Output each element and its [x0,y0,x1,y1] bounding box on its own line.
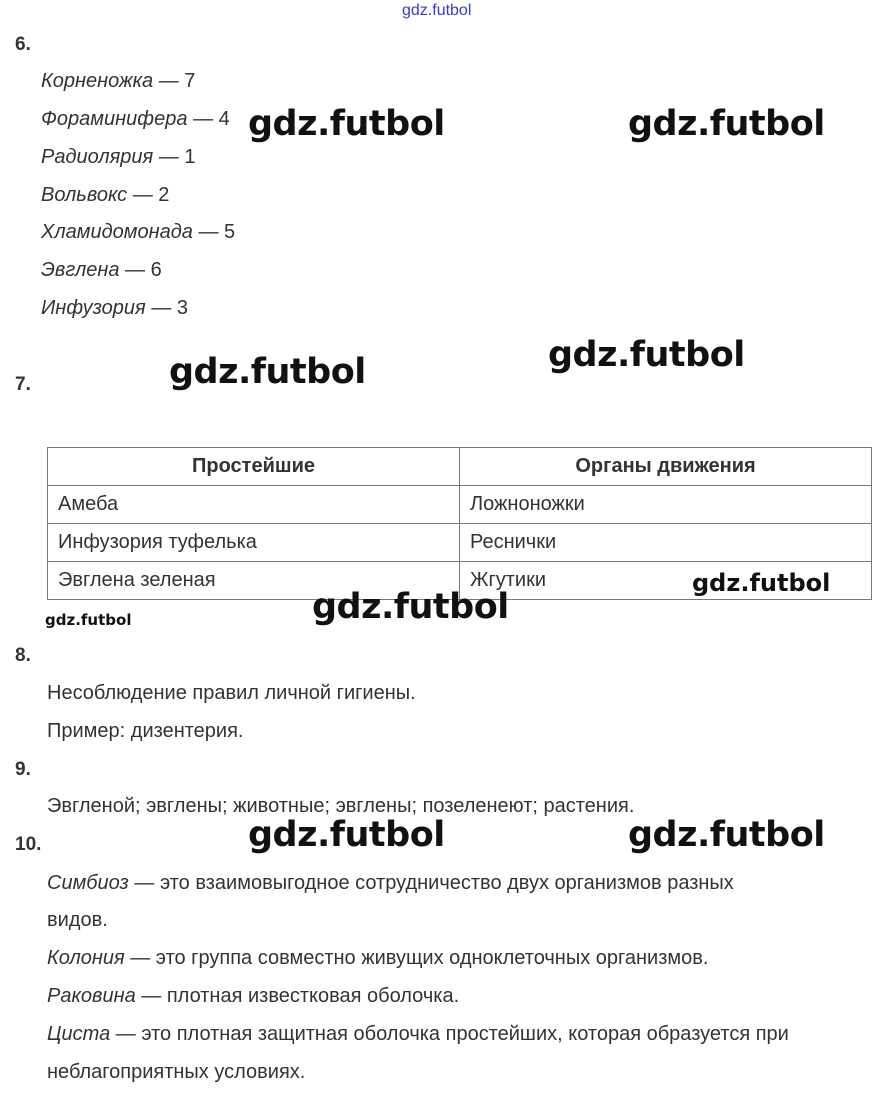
table-cell: Инфузория туфелька [48,524,460,562]
q8-answer-line: Несоблюдение правил личной гигиены. [47,682,416,704]
q6-item [41,184,169,207]
q10-definition-continued: видов. [47,909,108,931]
table-header-cell: Простейшие [48,448,460,486]
q6-item-value: — 2 [127,184,170,206]
q6-item [41,221,235,244]
table-cell: Жгутики [460,562,872,600]
watermark: gdz.futbol [169,352,366,392]
watermark: gdz.futbol [312,587,509,627]
watermark: gdz.futbol [248,104,445,144]
q10-definition [47,872,734,895]
q10-definition-continued: неблагоприятных условиях. [47,1061,306,1083]
q9-answer-line: Эвгленой; эвглены; животные; эвглены; позеленеют; растения. [47,795,635,817]
q10-text: — это группа совместно живущих одноклеточных организмов. [124,947,709,969]
q10-definition [47,947,708,970]
table-row [48,486,872,524]
question-8-number: 8. [15,645,31,666]
q6-item-value: — 1 [153,146,196,168]
q6-item-term: Вольвокс [41,184,128,206]
table-header-cell: Органы движения [460,448,872,486]
q6-item-term: Фораминифера [41,108,188,130]
q6-item [41,259,162,282]
q10-term: Раковина [47,985,136,1007]
watermark-top: gdz.futbol [402,2,472,19]
table-header-row [48,448,872,486]
table-cell: Эвглена зеленая [48,562,460,600]
q8-answer-line: Пример: дизентерия. [47,720,244,742]
watermark: gdz.futbol [692,569,831,597]
q6-item-term: Эвглена [41,259,120,281]
table-row [48,524,872,562]
question-7-number: 7. [15,374,31,395]
q6-item [41,297,188,320]
q6-item-value: — 6 [119,259,162,281]
question-10-number: 10. [15,834,42,855]
watermark: gdz.futbol [628,104,825,144]
q6-item-term: Радиолярия [41,146,154,168]
watermark: gdz.futbol [248,815,445,855]
q10-definition [47,1023,789,1046]
q6-item-term: Инфузория [41,297,146,319]
table-cell: Реснички [460,524,872,562]
q6-item-term: Корненожка [41,70,154,92]
table-cell: Ложноножки [460,486,872,524]
q10-term: Колония [47,947,125,969]
q10-term: Симбиоз [47,872,129,894]
watermark: gdz.futbol [548,335,745,375]
q10-text: — плотная известковая оболочка. [135,985,460,1007]
q6-item [41,70,195,93]
watermark: gdz.futbol [628,815,825,855]
watermark: gdz.futbol [45,611,132,629]
q10-text: — это плотная защитная оболочка простейших, которая образуется при [110,1023,789,1045]
q10-text: — это взаимовыгодное сотрудничество двух организмов разных [128,872,734,894]
q6-item-value: — 4 [187,108,230,130]
q10-definition [47,985,459,1008]
q10-term: Циста [47,1023,111,1045]
q6-item-value: — 5 [192,221,236,243]
table-cell: Амеба [48,486,460,524]
question-9-number: 9. [15,759,31,780]
q6-item-value: — 7 [153,70,196,92]
q6-item [41,108,230,131]
q6-item-value: — 3 [145,297,188,319]
q6-item-term: Хламидомонада [41,221,193,243]
q6-item [41,146,195,169]
question-6-number: 6. [15,34,31,55]
